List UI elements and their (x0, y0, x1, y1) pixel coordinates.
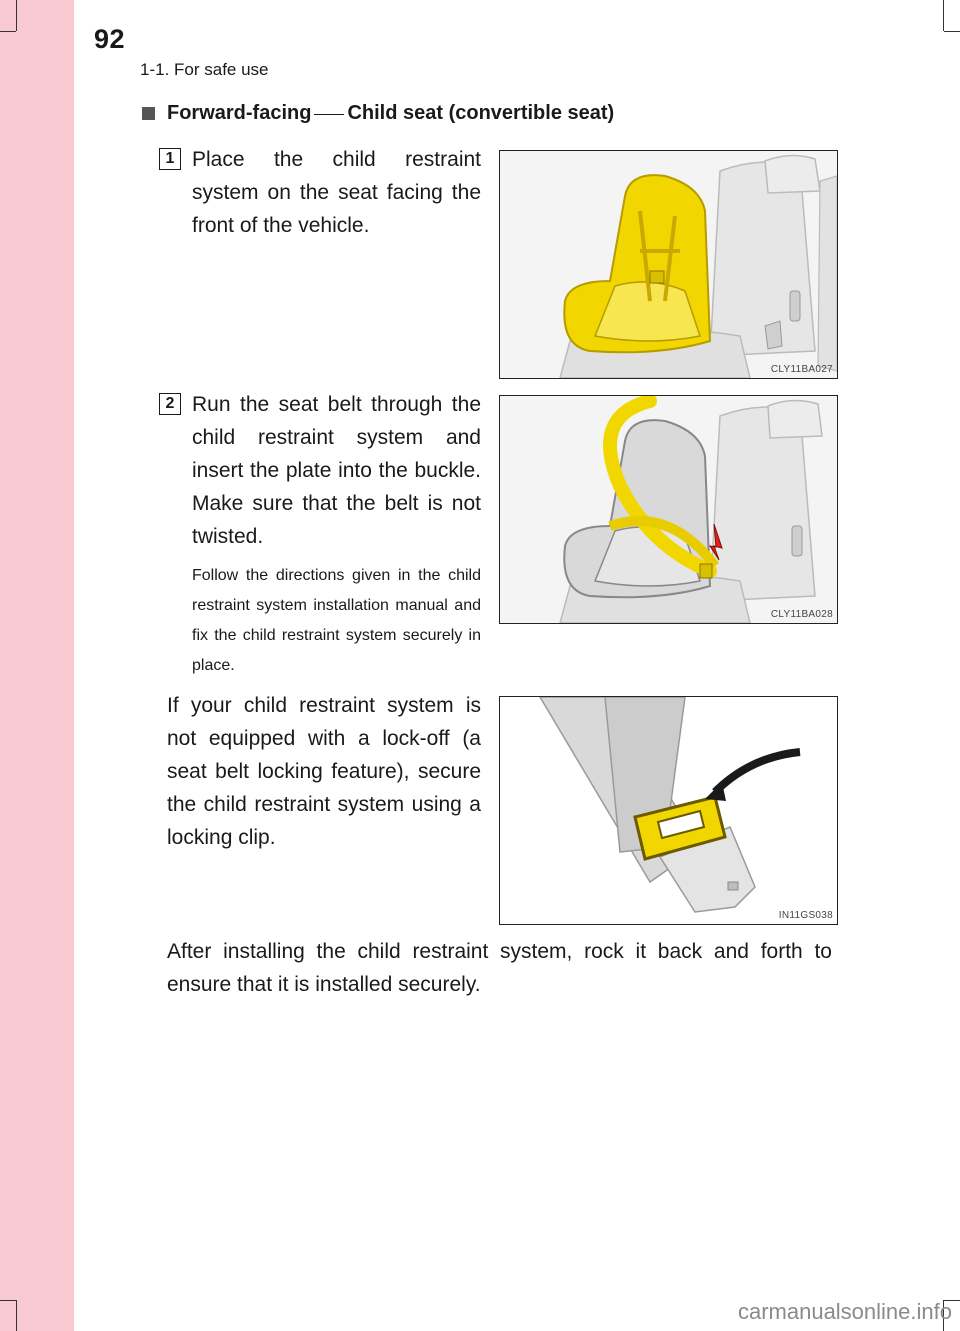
crop-mark (944, 31, 960, 32)
em-dash (314, 114, 344, 116)
crop-mark (0, 1300, 16, 1301)
figure-forward-facing-seat (499, 150, 838, 379)
step-1-text: Place the child restraint system on the seat facing the front of the vehicle. (192, 148, 481, 237)
heading-right: Child seat (convertible seat) (347, 102, 615, 124)
page-number: 92 (94, 24, 126, 54)
square-bullet-icon (142, 107, 155, 120)
side-strip (0, 0, 74, 1331)
section-title: 1-1. For safe use (140, 60, 269, 79)
section-heading (142, 102, 614, 125)
step-2-note: Follow the directions given in the child restraint system installation manual and fix the child restraint system securely in place. (192, 567, 481, 674)
step-2-text: Run the seat belt through the child restraint system and insert the plate into the buckle. Make sure that the belt is not twisted. (192, 393, 481, 548)
crop-mark (0, 31, 16, 32)
crop-mark (16, 0, 17, 31)
figure-code: CLY11BA027 (770, 364, 833, 375)
heading-left: Forward-facing (167, 102, 312, 124)
figure-seat-belt-routing (499, 395, 838, 624)
step-number-2: 2 (159, 393, 181, 415)
figure-locking-clip (499, 696, 838, 925)
child-seat-illustration (500, 151, 837, 378)
step-number-1: 1 (159, 148, 181, 170)
figure-code: CLY11BA028 (770, 609, 833, 620)
watermark: carmanualsonline.info (737, 1299, 952, 1324)
crop-mark (16, 1300, 17, 1331)
crop-mark (943, 0, 944, 31)
locking-clip-paragraph: If your child restraint system is not equipped with a lock-off (a seat belt locking feature), secure the child restraint system using a locking clip. (167, 694, 481, 849)
locking-clip-illustration (500, 697, 837, 924)
final-paragraph: After installing the child restraint system, rock it back and forth to ensure that it is installed securely. (167, 940, 832, 996)
belt-routing-illustration (500, 396, 837, 623)
figure-code: IN11GS038 (778, 910, 833, 921)
